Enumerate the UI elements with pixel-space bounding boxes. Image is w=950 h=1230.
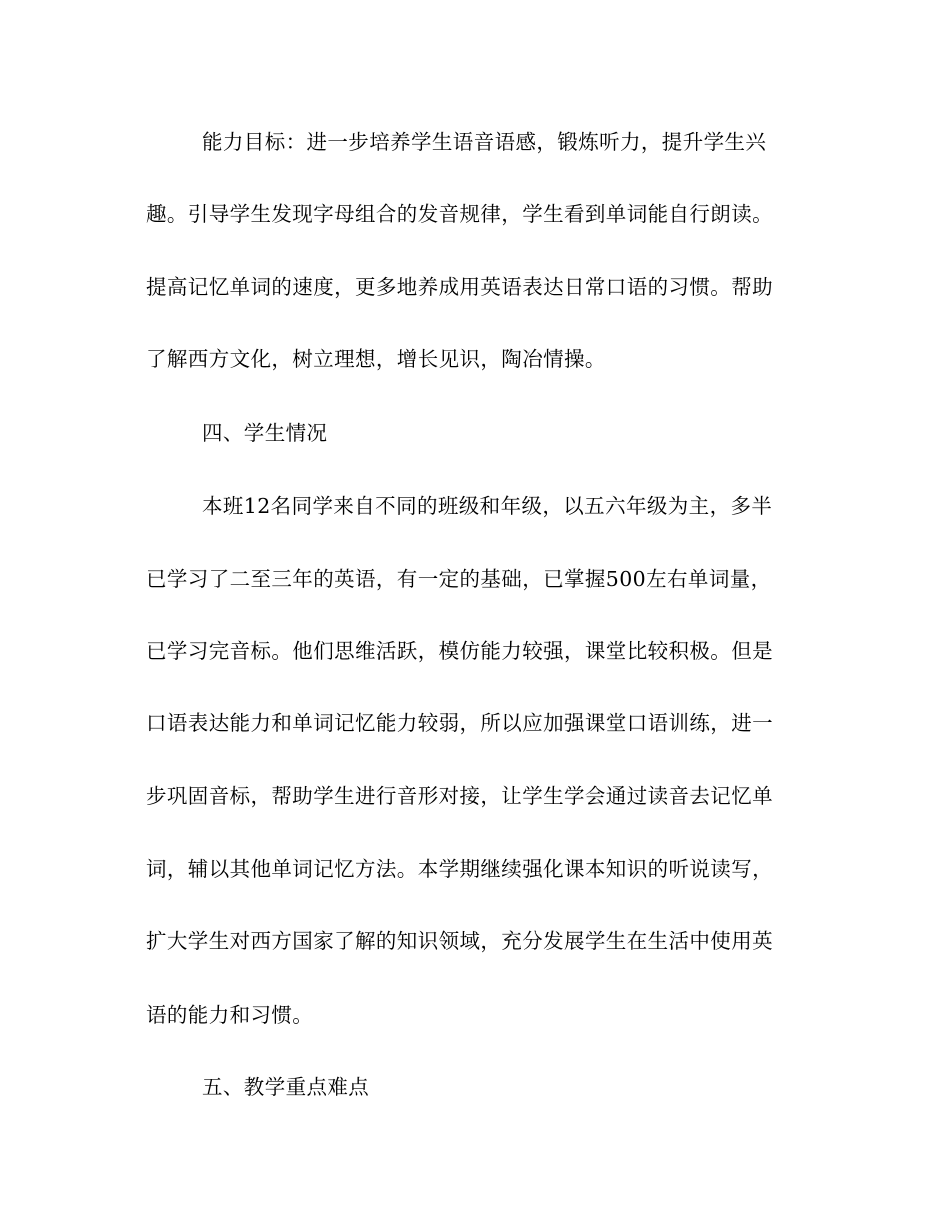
paragraph-students-line-5: 步巩固音标，帮助学生进行音形对接，让学生学会通过读音去记忆单 xyxy=(146,784,773,808)
paragraph-students-line-4: 口语表达能力和单词记忆能力较弱，所以应加强课堂口语训练，进一 xyxy=(146,711,773,735)
paragraph-ability-goal-line-3: 提高记忆单词的速度，更多地养成用英语表达日常口语的习惯。帮助 xyxy=(146,275,773,299)
paragraph-students-line-2: 已学习了二至三年的英语，有一定的基础，已掌握500左右单词量， xyxy=(146,567,772,591)
paragraph-ability-goal-line-2: 趣。引导学生发现字母组合的发音规律，学生看到单词能自行朗读。 xyxy=(146,202,773,226)
section-heading-student-situation: 四、学生情况 xyxy=(202,421,328,445)
section-heading-teaching-focus: 五、教学重点难点 xyxy=(202,1075,370,1099)
paragraph-students-line-7: 扩大学生对西方国家了解的知识领域，充分发展学生在生活中使用英 xyxy=(146,929,773,953)
paragraph-students-line-6: 词，辅以其他单词记忆方法。本学期继续强化课本知识的听说读写， xyxy=(146,857,773,881)
paragraph-ability-goal-line-1: 能力目标：进一步培养学生语音语感，锻炼听力，提升学生兴 xyxy=(202,130,767,154)
paragraph-students-line-8: 语的能力和习惯。 xyxy=(146,1003,314,1027)
paragraph-students-line-3: 已学习完音标。他们思维活跃，模仿能力较强，课堂比较积极。但是 xyxy=(146,639,773,663)
paragraph-students-line-1: 本班12名同学来自不同的班级和年级，以五六年级为主，多半 xyxy=(202,494,773,518)
paragraph-ability-goal-line-4: 了解西方文化，树立理想，增长见识，陶冶情操。 xyxy=(146,347,606,371)
